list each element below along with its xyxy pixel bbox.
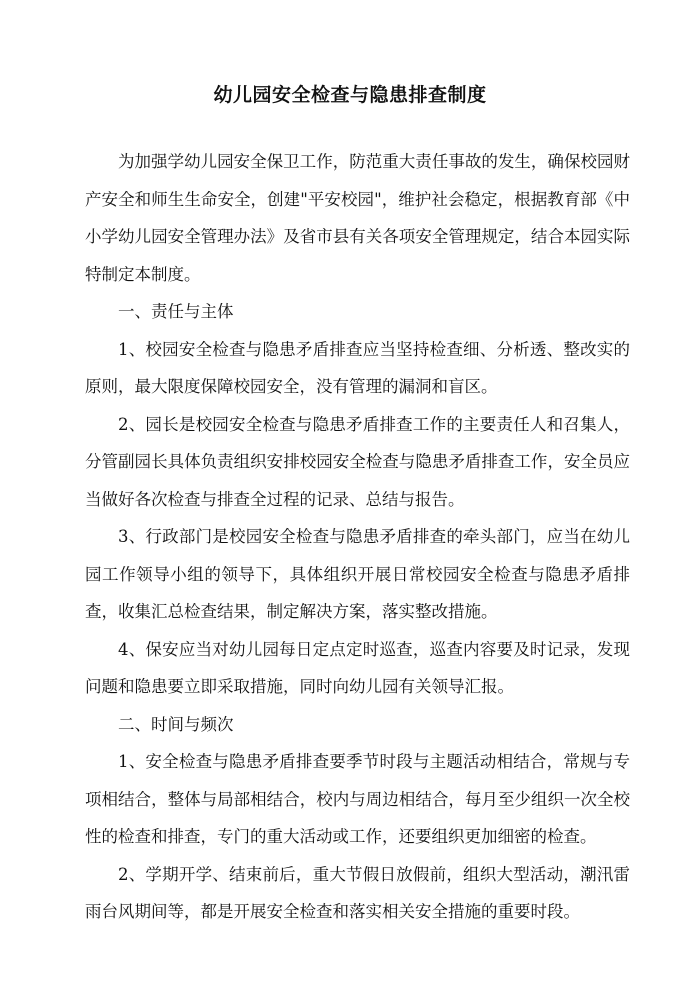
section-heading-time-frequency: 二、时间与频次	[118, 714, 234, 734]
section2-item-2: 2、学期开学、结束前后，重大节假日放假前，组织大型活动，潮汛雷雨台风期间等，都是开展安全检查和落实相关安全措施的重要时段。	[85, 864, 630, 921]
section1-item-4: 4、保安应当对幼儿园每日定点定时巡查，巡查内容要及时记录，发现问题和隐患要立即采取措施，同时向幼儿园有关领导汇报。	[85, 639, 630, 696]
section1-item-3: 3、行政部门是校园安全检查与隐患矛盾排查的牵头部门，应当在幼儿园工作领导小组的领导下，具体组织开展日常校园安全检查与隐患矛盾排查，收集汇总检查结果，制定解决方案，落实整改措施。	[85, 527, 630, 621]
document-title: 幼儿园安全检查与隐患排查制度	[213, 84, 487, 106]
section2-item-1: 1、安全检查与隐患矛盾排查要季节时段与主题活动相结合，常规与专项相结合，整体与局部相结合，校内与周边相结合，每月至少组织一次全校性的检查和排查，专门的重大活动或工作，还要组织更加细密的检查。	[85, 752, 630, 846]
section-heading-responsibility: 一、责任与主体	[118, 302, 234, 321]
intro-paragraph: 为加强学幼儿园安全保卫工作，防范重大责任事故的发生，确保校园财产安全和师生生命安全，创建"平安校园"，维护社会稳定，根据教育部《中小学幼儿园安全管理办法》及省市县有关各项安全管理规定，结合本园实际特制定本制度。	[85, 152, 630, 284]
section1-item-2: 2、园长是校园安全检查与隐患矛盾排查工作的主要责任人和召集人，分管副园长具体负责组织安排校园安全检查与隐患矛盾排查工作，安全员应当做好各次检查与排查全过程的记录、总结与报告。	[85, 414, 630, 509]
section1-item-1: 1、校园安全检查与隐患矛盾排查应当坚持检查细、分析透、整改实的原则，最大限度保障校园安全，没有管理的漏洞和盲区。	[85, 339, 630, 396]
document-body	[85, 143, 630, 931]
